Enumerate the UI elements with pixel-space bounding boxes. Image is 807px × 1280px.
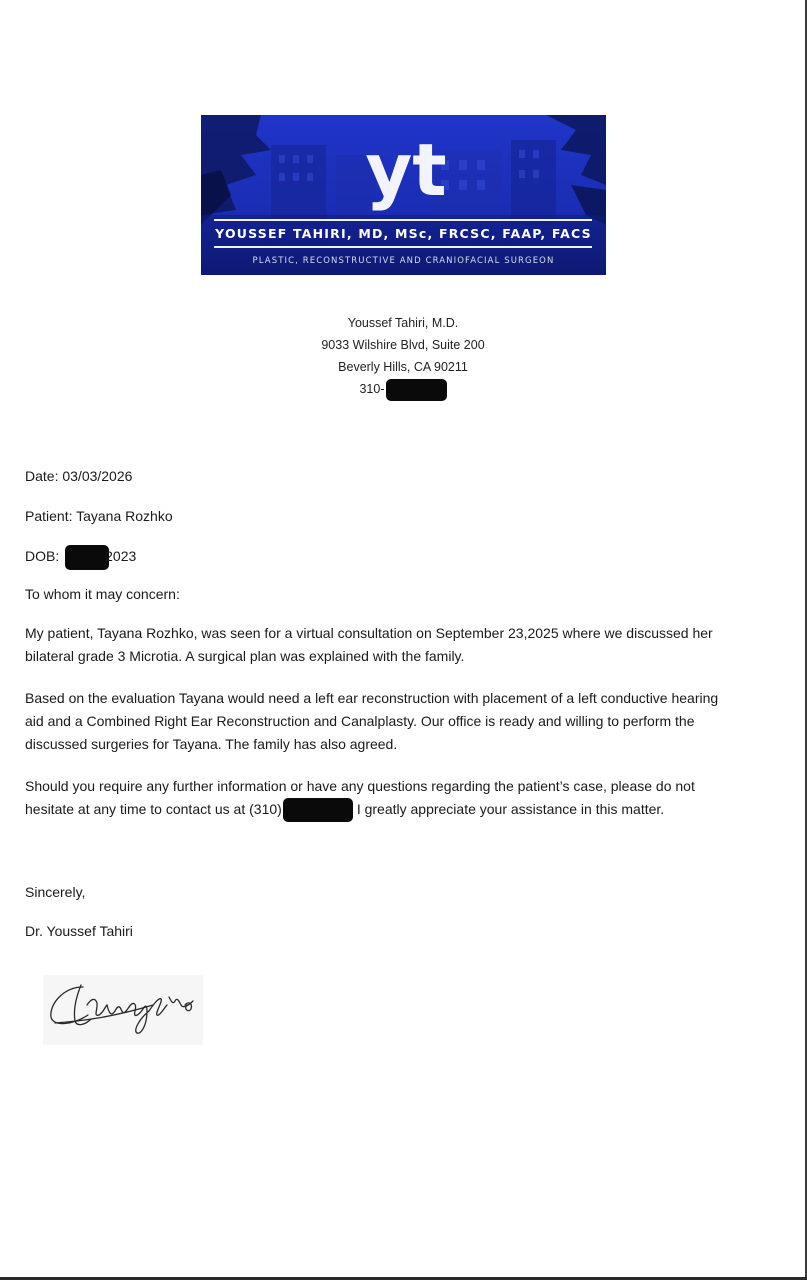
letter-closing: Sincerely, — [25, 884, 86, 900]
letter-date: Date: 03/03/2026 — [25, 468, 133, 484]
signature-image — [43, 975, 203, 1045]
paragraph-line: My patient, Tayana Rozhko, was seen for a virtual consultation on September 23,2025 where we discussed her — [25, 625, 713, 641]
paragraph-line: Based on the evaluation Tayana would need a left ear reconstruction with placement of a left conductive hearing — [25, 690, 719, 706]
letter-paragraph-3 — [25, 775, 785, 822]
letterhead-title: YOUSSEF TAHIRI, MD, MSc, FRCSC, FAAP, FACS — [215, 226, 592, 241]
address-city: Beverly Hills, CA 90211 — [338, 360, 468, 374]
address-name: Youssef Tahiri, M.D. — [347, 316, 459, 330]
paragraph-line: discussed surgeries for Tayana. The family has also agreed. — [25, 736, 398, 752]
letter-paragraph-1 — [25, 622, 785, 668]
redaction-mark — [386, 379, 447, 401]
contact-text-end: I greatly appreciate your assistance in this matter. — [356, 801, 665, 817]
address-street: 9033 Wilshire Blvd, Suite 200 — [321, 338, 485, 352]
redaction-mark — [283, 798, 353, 822]
letter-patient: Patient: Tayana Rozhko — [25, 508, 173, 524]
banner-rule-bottom — [214, 246, 592, 248]
address-block — [250, 312, 556, 401]
letter-signer: Dr. Youssef Tahiri — [25, 923, 133, 939]
paragraph-line: bilateral grade 3 Microtia. A surgical plan was explained with the family. — [25, 648, 465, 664]
letterhead-subtitle: PLASTIC, RECONSTRUCTIVE AND CRANIOFACIAL SURGEON — [252, 256, 555, 266]
dob-label: DOB: — [25, 548, 60, 565]
yt-logo-icon — [351, 125, 461, 215]
logo-text: yt — [365, 128, 447, 212]
banner-rule-top — [214, 219, 592, 221]
paragraph-line: aid and a Combined Right Ear Reconstruction and Canalplasty. Our office is ready and willing to perform the — [25, 713, 695, 729]
handwritten-signature-icon — [43, 975, 203, 1045]
address-phone — [250, 378, 556, 401]
letter-dob — [25, 545, 136, 570]
address-phone-prefix: 310- — [359, 382, 385, 396]
letterhead-banner — [201, 115, 606, 275]
letter-salutation: To whom it may concern: — [25, 586, 180, 602]
letter-paragraph-2 — [25, 687, 785, 756]
dob-year: 2023 — [105, 548, 137, 565]
contact-text-start: hesitate at any time to contact us at (310) — [25, 801, 282, 817]
paragraph-line — [25, 798, 785, 822]
paragraph-line: Should you require any further information or have any questions regarding the patient’s case, please do not — [25, 778, 695, 794]
redaction-mark — [65, 545, 109, 570]
